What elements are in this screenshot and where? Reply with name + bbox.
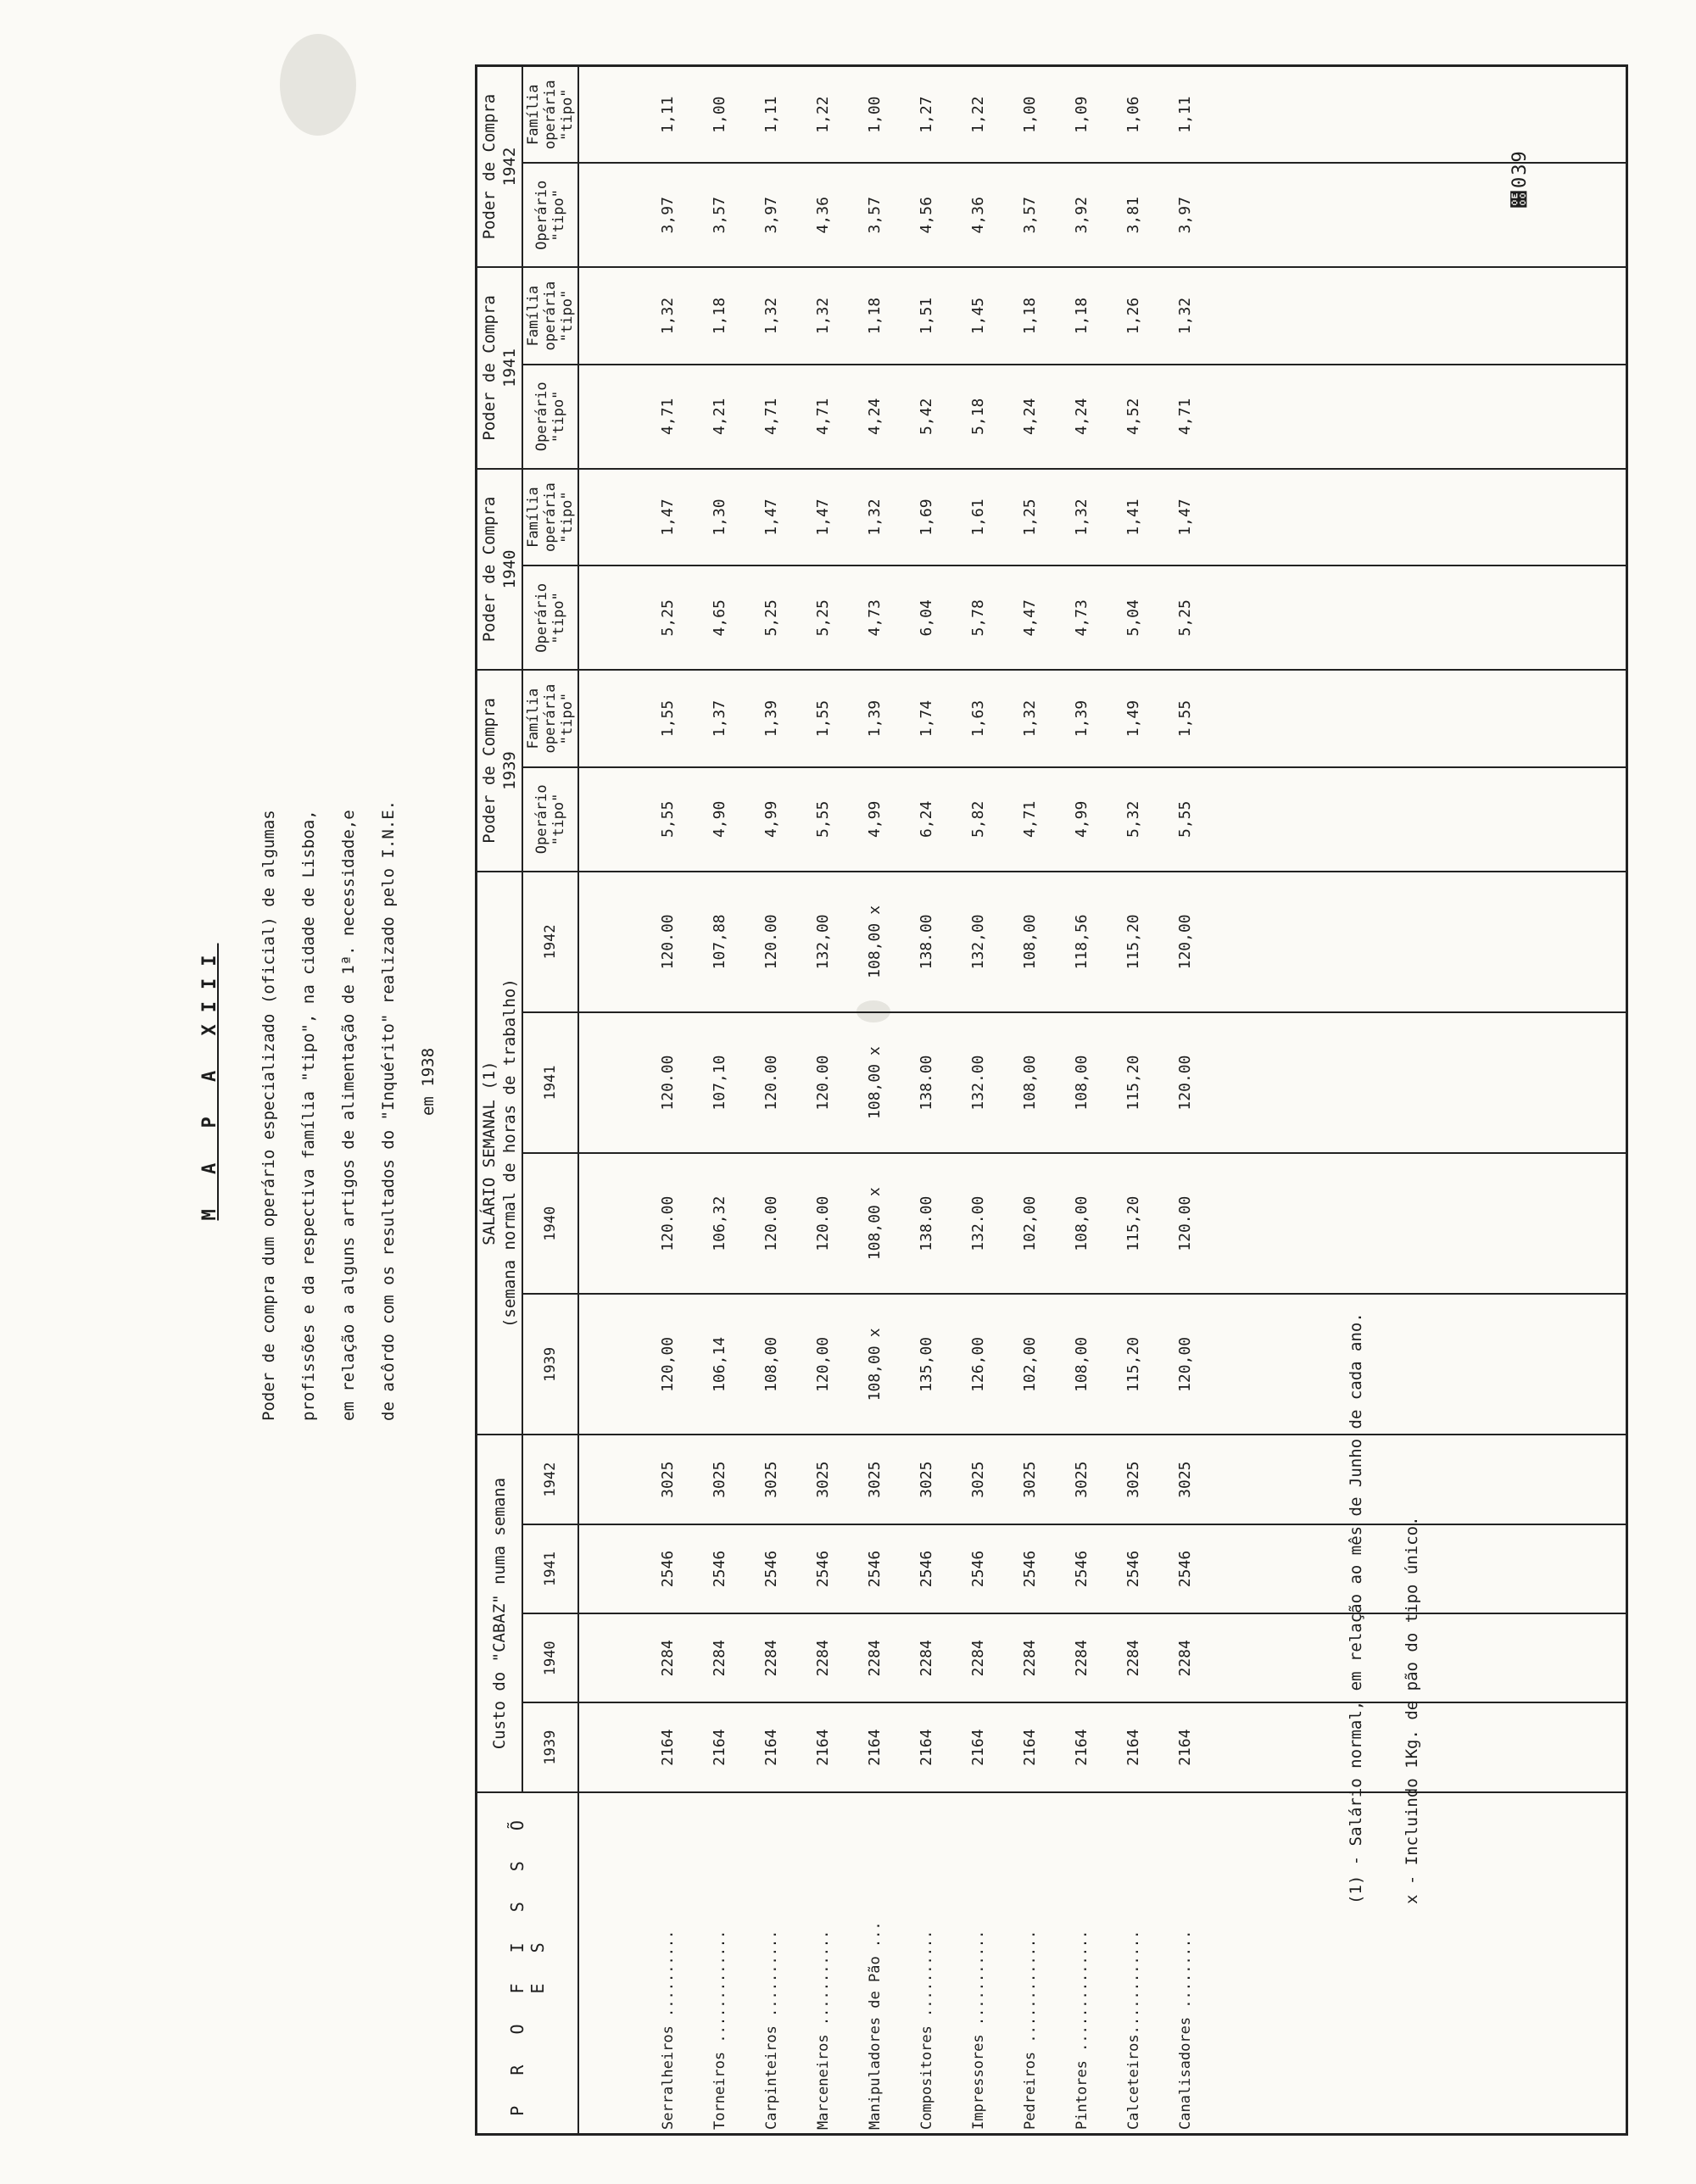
familia-power-cell: 1,45: [952, 267, 1004, 365]
salario-value: 118,56: [1073, 914, 1091, 970]
salario-value: 115,20: [1124, 1055, 1142, 1111]
table-row: [1107, 66, 1159, 2135]
custo-cell: 2164: [1159, 1702, 1211, 1791]
operario-power-cell: 4,71: [1159, 365, 1211, 469]
year-col-header: 1941: [522, 1524, 578, 1613]
custo-cell: 2284: [797, 1613, 849, 1702]
familia-power-cell: 1,11: [1159, 66, 1211, 164]
salario-cell: [642, 872, 694, 1012]
operario-power-cell: 6,04: [901, 566, 952, 670]
operario-tipo-header: Operário "tipo": [522, 767, 578, 872]
salario-cell: [1056, 872, 1107, 1012]
salario-value: 108,00: [1073, 1336, 1091, 1392]
custo-cell: 2284: [1056, 1613, 1107, 1702]
poder-1941-header: Poder de Compra 1941: [477, 267, 523, 469]
familia-power-cell: 1,18: [1004, 267, 1056, 365]
familia-power-cell: 1,00: [694, 66, 745, 164]
familia-power-cell: 1,32: [1004, 670, 1056, 767]
custo-cell: 2164: [1056, 1702, 1107, 1791]
familia-power-cell: 1,63: [952, 670, 1004, 767]
operario-power-cell: 5,25: [642, 566, 694, 670]
custo-cell: 3025: [1107, 1435, 1159, 1524]
familia-operaria-header: Família operária "tipo": [522, 267, 578, 365]
bread-footnote-mark: x: [866, 905, 884, 915]
table-body: [578, 66, 1627, 2135]
familia-power-cell: 1,32: [849, 469, 901, 566]
table-row: [1159, 66, 1211, 2135]
salario-value: 115,20: [1124, 1195, 1142, 1251]
custo-cell: 2546: [849, 1524, 901, 1613]
operario-power-cell: 4,24: [1004, 365, 1056, 469]
familia-power-cell: 1,51: [901, 267, 952, 365]
salario-value: 132,00: [814, 914, 832, 970]
custo-cell: 2546: [1107, 1524, 1159, 1613]
poder-1942-header: Poder de Compra 1942: [477, 66, 523, 268]
custo-cell: 2164: [952, 1702, 1004, 1791]
custo-cell: 2284: [1004, 1613, 1056, 1702]
salario-value: 108,00: [1021, 1055, 1039, 1111]
table-row: [694, 66, 745, 2135]
operario-power-cell: 4,47: [1004, 566, 1056, 670]
salario-cell: [797, 1294, 849, 1435]
salario-cell: [901, 1153, 952, 1294]
table-row: [745, 66, 797, 2135]
custo-cell: 3025: [1159, 1435, 1211, 1524]
operario-power-cell: 5,55: [642, 767, 694, 872]
operario-power-cell: 3,97: [745, 163, 797, 267]
familia-power-cell: 1,55: [642, 670, 694, 767]
operario-power-cell: 5,42: [901, 365, 952, 469]
custo-cell: 2284: [849, 1613, 901, 1702]
custo-cell: 2546: [1056, 1524, 1107, 1613]
profession-name: Carpinteiros ..........: [745, 1792, 797, 2135]
familia-power-cell: 1,39: [849, 670, 901, 767]
operario-power-cell: 3,81: [1107, 163, 1159, 267]
operario-power-cell: 4,24: [849, 365, 901, 469]
salario-cell: [745, 1153, 797, 1294]
familia-power-cell: 1,32: [1159, 267, 1211, 365]
custo-cell: 2164: [745, 1702, 797, 1791]
map-title: M A P A XIII: [199, 943, 220, 1221]
salario-cell: [694, 872, 745, 1012]
salario-value: 120,00: [814, 1336, 832, 1392]
profession-name: Pedreiros .............: [1004, 1792, 1056, 2135]
operario-power-cell: 5,04: [1107, 566, 1159, 670]
salario-value: 108,00: [1073, 1195, 1091, 1251]
salario-cell: [952, 1012, 1004, 1153]
custo-cell: 3025: [849, 1435, 901, 1524]
familia-power-cell: 1,18: [694, 267, 745, 365]
operario-power-cell: 4,56: [901, 163, 952, 267]
salario-value: 120.00: [762, 1195, 780, 1251]
custo-cell: 2284: [745, 1613, 797, 1702]
subtitle-line: Poder de compra dum operário especializado (oficial) de algumas: [259, 810, 278, 1421]
profession-name: Canalisadores .........: [1159, 1792, 1211, 2135]
operario-power-cell: 5,78: [952, 566, 1004, 670]
familia-power-cell: 1,47: [1159, 469, 1211, 566]
bread-footnote-mark: x: [866, 1328, 884, 1338]
salario-value: 132,00: [969, 914, 987, 970]
table-row: [849, 66, 901, 2135]
salario-value: 135,00: [918, 1336, 935, 1392]
year-col-header: 1941: [522, 1012, 578, 1153]
operario-power-cell: 4,52: [1107, 365, 1159, 469]
custo-cell: 2546: [1159, 1524, 1211, 1613]
custo-cell: 3025: [745, 1435, 797, 1524]
custo-cell: 2164: [642, 1702, 694, 1791]
familia-power-cell: 1,30: [694, 469, 745, 566]
custo-header: Custo do "CABAZ" numa semana: [477, 1435, 523, 1791]
bread-footnote-mark: x: [866, 1187, 884, 1197]
familia-power-cell: 1,11: [745, 66, 797, 164]
salario-cell: [1107, 1012, 1159, 1153]
operario-power-cell: 5,32: [1107, 767, 1159, 872]
custo-cell: 3025: [1004, 1435, 1056, 1524]
familia-power-cell: 1,61: [952, 469, 1004, 566]
salario-cell: [901, 1012, 952, 1153]
familia-power-cell: 1,32: [745, 267, 797, 365]
operario-power-cell: 4,24: [1056, 365, 1107, 469]
salario-value: 108,00: [866, 1063, 884, 1119]
table-row: [952, 66, 1004, 2135]
salario-value: 115,20: [1124, 1336, 1142, 1392]
salario-value: 107,10: [711, 1055, 728, 1111]
custo-cell: 2546: [797, 1524, 849, 1613]
operario-power-cell: 3,57: [1004, 163, 1056, 267]
operario-power-cell: 3,97: [1159, 163, 1211, 267]
salario-cell: [901, 1294, 952, 1435]
salario-value: 120.00: [762, 1055, 780, 1111]
table-row: [1056, 66, 1107, 2135]
salario-cell: [1056, 1153, 1107, 1294]
familia-power-cell: 1,47: [745, 469, 797, 566]
familia-power-cell: 1,32: [642, 267, 694, 365]
operario-tipo-header: Operário "tipo": [522, 365, 578, 469]
salario-cell: [797, 1012, 849, 1153]
salario-cell: [642, 1294, 694, 1435]
year-col-header: 1942: [522, 1435, 578, 1524]
familia-power-cell: 1,26: [1107, 267, 1159, 365]
salario-cell: [1004, 872, 1056, 1012]
salario-value: 108,00: [866, 1346, 884, 1401]
subtitle-line: profissões e da respectiva família "tipo", na cidade de Lisboa,: [299, 810, 318, 1421]
operario-power-cell: 4,71: [797, 365, 849, 469]
operario-tipo-header: Operário "tipo": [522, 566, 578, 670]
familia-power-cell: 1,49: [1107, 670, 1159, 767]
year-col-header: 1939: [522, 1294, 578, 1435]
salario-value: 120.00: [659, 914, 677, 970]
operario-tipo-header: Operário "tipo": [522, 163, 578, 267]
salario-cell: [797, 1153, 849, 1294]
profession-name: Torneiros .............: [694, 1792, 745, 2135]
familia-power-cell: 1,69: [901, 469, 952, 566]
salario-value: 106,14: [711, 1336, 728, 1392]
custo-cell: 2164: [1107, 1702, 1159, 1791]
profession-name: Impressores ...........: [952, 1792, 1004, 2135]
profession-name: Serralheiros ..........: [642, 1792, 694, 2135]
familia-power-cell: 1,32: [1056, 469, 1107, 566]
salario-cell: [1159, 1153, 1211, 1294]
operario-power-cell: 4,71: [642, 365, 694, 469]
custo-cell: 2284: [694, 1613, 745, 1702]
salario-cell: [849, 1294, 901, 1435]
salario-cell: [1056, 1012, 1107, 1153]
salario-cell: [1056, 1294, 1107, 1435]
subtitle-year: em 1938: [419, 1047, 438, 1117]
salario-value: 138.00: [918, 1195, 935, 1251]
subtitle-line: em relação a alguns artigos de alimentação de 1ª. necessidade,e: [339, 810, 358, 1421]
operario-power-cell: 3,97: [642, 163, 694, 267]
salario-value: 106,32: [711, 1195, 728, 1251]
operario-power-cell: 4,99: [1056, 767, 1107, 872]
salario-cell: [642, 1153, 694, 1294]
custo-cell: 3025: [694, 1435, 745, 1524]
poder-1939-header: Poder de Compra 1939: [477, 670, 523, 872]
salario-cell: [952, 1153, 1004, 1294]
familia-power-cell: 1,18: [1056, 267, 1107, 365]
operario-power-cell: 5,25: [1159, 566, 1211, 670]
salario-value: 108,00: [762, 1336, 780, 1392]
familia-power-cell: 1,22: [952, 66, 1004, 164]
salario-value: 120.00: [659, 1055, 677, 1111]
familia-operaria-header: Família operária "tipo": [522, 66, 578, 164]
operario-power-cell: 3,92: [1056, 163, 1107, 267]
familia-power-cell: 1,39: [1056, 670, 1107, 767]
operario-power-cell: 4,71: [745, 365, 797, 469]
table-row: [642, 66, 694, 2135]
salario-value: 108,00: [866, 922, 884, 978]
salario-cell: [1159, 1294, 1211, 1435]
salario-header: SALÁRIO SEMANAL (1) (semana normal de horas de trabalho): [477, 872, 523, 1435]
operario-power-cell: 6,24: [901, 767, 952, 872]
salario-cell: [1159, 1012, 1211, 1153]
familia-power-cell: 1,74: [901, 670, 952, 767]
profession-name: Marceneiros ...........: [797, 1792, 849, 2135]
salario-cell: [1159, 872, 1211, 1012]
custo-cell: 3025: [1056, 1435, 1107, 1524]
custo-cell: 2284: [952, 1613, 1004, 1702]
operario-power-cell: 4,71: [1004, 767, 1056, 872]
familia-power-cell: 1,09: [1056, 66, 1107, 164]
familia-power-cell: 1,55: [797, 670, 849, 767]
salario-cell: [694, 1012, 745, 1153]
profession-name: Manipuladores de Pão ...: [849, 1792, 901, 2135]
salario-cell: [745, 1294, 797, 1435]
salario-value: 108,00: [1073, 1055, 1091, 1111]
salario-value: 138.00: [918, 914, 935, 970]
salario-value: 120.00: [1176, 1195, 1194, 1251]
familia-operaria-header: Família operária "tipo": [522, 469, 578, 566]
year-col-header: 1940: [522, 1153, 578, 1294]
operario-power-cell: 4,99: [745, 767, 797, 872]
operario-power-cell: 3,57: [694, 163, 745, 267]
custo-cell: 2164: [849, 1702, 901, 1791]
salario-cell: [952, 1294, 1004, 1435]
footnote-salario: (1) - Salário normal, em relação ao mês de Junho de cada ano.: [1347, 1312, 1365, 1904]
operario-power-cell: 4,36: [952, 163, 1004, 267]
custo-cell: 2546: [901, 1524, 952, 1613]
familia-operaria-header: Família operária "tipo": [522, 670, 578, 767]
familia-power-cell: 1,00: [849, 66, 901, 164]
salario-cell: [1107, 1153, 1159, 1294]
familia-power-cell: 1,47: [797, 469, 849, 566]
poder-1940-header: Poder de Compra 1940: [477, 469, 523, 671]
profession-name: Calceteiros............: [1107, 1792, 1159, 2135]
salario-cell: [694, 1294, 745, 1435]
operario-power-cell: 5,82: [952, 767, 1004, 872]
salario-value: 132.00: [969, 1195, 987, 1251]
operario-power-cell: 4,65: [694, 566, 745, 670]
familia-power-cell: 1,37: [694, 670, 745, 767]
operario-power-cell: 5,18: [952, 365, 1004, 469]
familia-power-cell: 1,22: [797, 66, 849, 164]
year-col-header: 1942: [522, 872, 578, 1012]
familia-power-cell: 1,00: [1004, 66, 1056, 164]
operario-power-cell: 4,73: [849, 566, 901, 670]
operario-power-cell: 5,55: [797, 767, 849, 872]
salario-cell: [901, 872, 952, 1012]
operario-power-cell: 3,57: [849, 163, 901, 267]
salario-value: 120,00: [1176, 914, 1194, 970]
custo-cell: 2164: [797, 1702, 849, 1791]
salario-value: 120.00: [814, 1195, 832, 1251]
title-block: [199, 709, 449, 1455]
salario-cell: [952, 872, 1004, 1012]
custo-cell: 3025: [901, 1435, 952, 1524]
familia-power-cell: 1,55: [1159, 670, 1211, 767]
familia-power-cell: 1,25: [1004, 469, 1056, 566]
salario-value: 126,00: [969, 1336, 987, 1392]
salario-value: 120.00: [1176, 1055, 1194, 1111]
salario-value: 120.00: [814, 1055, 832, 1111]
year-col-header: 1940: [522, 1613, 578, 1702]
salario-value: 120,00: [1176, 1336, 1194, 1392]
operario-power-cell: 4,99: [849, 767, 901, 872]
salario-value: 120.00: [762, 914, 780, 970]
salario-cell: [694, 1153, 745, 1294]
profession-name: Pintores ..............: [1056, 1792, 1107, 2135]
custo-cell: 2546: [694, 1524, 745, 1613]
custo-cell: 2546: [952, 1524, 1004, 1613]
salario-cell: [1107, 872, 1159, 1012]
salario-value: 120,00: [659, 1336, 677, 1392]
custo-cell: 3025: [642, 1435, 694, 1524]
familia-power-cell: 1,11: [642, 66, 694, 164]
salario-cell: [1004, 1153, 1056, 1294]
profession-name: Compositores ..........: [901, 1792, 952, 2135]
table-row: [1004, 66, 1056, 2135]
table-row: [901, 66, 952, 2135]
salario-cell: [642, 1012, 694, 1153]
salario-value: 108,00: [866, 1205, 884, 1261]
salario-cell: [849, 872, 901, 1012]
custo-cell: 2284: [642, 1613, 694, 1702]
custo-cell: 2284: [901, 1613, 952, 1702]
custo-cell: 2164: [901, 1702, 952, 1791]
salario-value: 115,20: [1124, 914, 1142, 970]
custo-cell: 2546: [1004, 1524, 1056, 1613]
salario-value: 108,00: [1021, 914, 1039, 970]
salario-value: 120.00: [659, 1195, 677, 1251]
custo-cell: 2164: [694, 1702, 745, 1791]
subtitle-line: de acôrdo com os resultados do "Inquérito" realizado pelo I.N.E.: [379, 800, 398, 1421]
operario-power-cell: 4,36: [797, 163, 849, 267]
operario-power-cell: 4,21: [694, 365, 745, 469]
salario-value: 102,00: [1021, 1336, 1039, 1392]
custo-cell: 3025: [952, 1435, 1004, 1524]
table-spacer-row: [578, 66, 642, 2135]
custo-cell: 3025: [797, 1435, 849, 1524]
operario-power-cell: 4,73: [1056, 566, 1107, 670]
familia-power-cell: 1,06: [1107, 66, 1159, 164]
familia-power-cell: 1,41: [1107, 469, 1159, 566]
custo-cell: 2546: [745, 1524, 797, 1613]
custo-cell: 2284: [1107, 1613, 1159, 1702]
salario-cell: [797, 872, 849, 1012]
salario-cell: [849, 1153, 901, 1294]
professions-header: P R O F I S S Õ E S: [477, 1792, 579, 2135]
salario-value: 107,88: [711, 914, 728, 970]
salario-value: 132.00: [969, 1055, 987, 1111]
salario-value: 102,00: [1021, 1195, 1039, 1251]
salario-cell: [745, 872, 797, 1012]
custo-cell: 2284: [1159, 1613, 1211, 1702]
salario-cell: [745, 1012, 797, 1153]
familia-power-cell: 1,18: [849, 267, 901, 365]
salario-value: 138.00: [918, 1055, 935, 1111]
salario-cell: [1004, 1294, 1056, 1435]
operario-power-cell: 4,90: [694, 767, 745, 872]
bread-footnote-mark: x: [866, 1046, 884, 1056]
salario-cell: [1107, 1294, 1159, 1435]
footnote-pao: x - Incluindo 1Kg. de pão do tipo único.: [1403, 1516, 1421, 1904]
familia-power-cell: 1,32: [797, 267, 849, 365]
familia-power-cell: 1,27: [901, 66, 952, 164]
year-col-header: 1939: [522, 1702, 578, 1791]
footnotes: [1347, 632, 1459, 1904]
page-number: ฀039: [1509, 149, 1531, 209]
familia-power-cell: 1,39: [745, 670, 797, 767]
familia-power-cell: 1,47: [642, 469, 694, 566]
custo-cell: 2164: [1004, 1702, 1056, 1791]
table-row: [797, 66, 849, 2135]
custo-cell: 2546: [642, 1524, 694, 1613]
operario-power-cell: 5,25: [745, 566, 797, 670]
salario-cell: [1004, 1012, 1056, 1153]
operario-power-cell: 5,25: [797, 566, 849, 670]
salario-cell: [849, 1012, 901, 1153]
operario-power-cell: 5,55: [1159, 767, 1211, 872]
